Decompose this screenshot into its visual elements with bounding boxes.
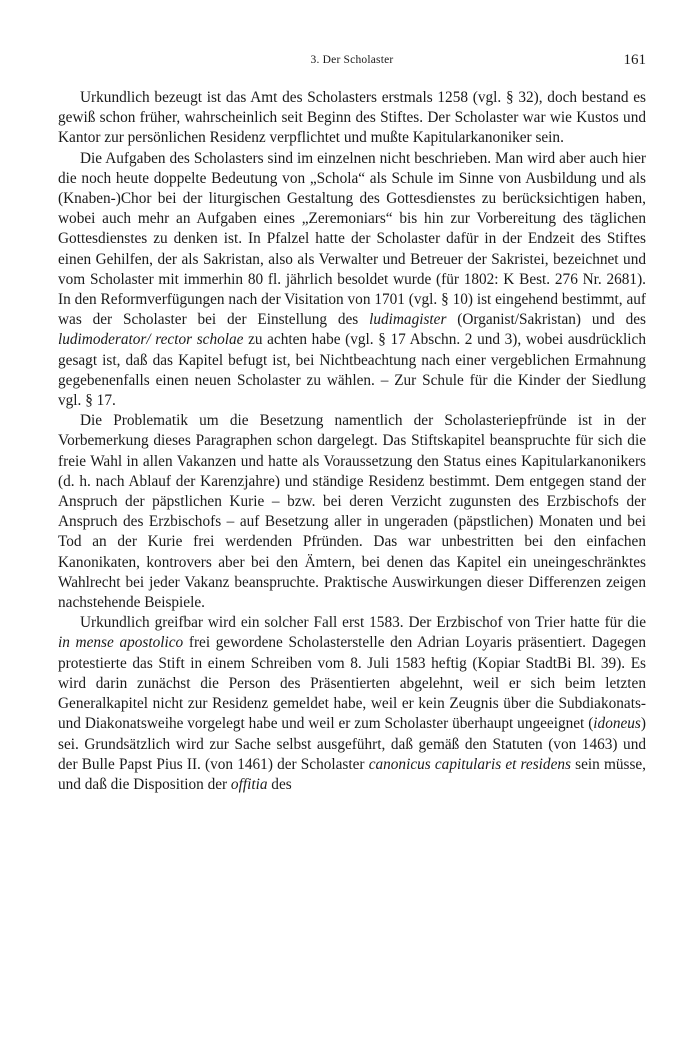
page-number: 161 (623, 52, 646, 68)
paragraph-scholaster-office (58, 88, 646, 149)
text-segment: frei gewordene Scholasterstelle den Adrian Loyaris präsentiert. Dagegen protestierte das Stift in einem Schreiben vom 8. Juli 1583 heftig (Kopiar StadtBi Bl. 39). Es wird darin zunächst die Person des Präsentierten abgelehnt, weil er sich beim letzten Generalkapitel nicht zur Residenz gemeldet habe, weil er kein Zeugnis über die Subdiakonats- und Diakonatsweihe vorgelegt habe und weil er zum Scholaster überhaupt ungeeignet ( (58, 634, 646, 733)
body-text (58, 88, 646, 795)
text-segment: (Organist/Sakristan) und des (446, 311, 646, 329)
text-segment: Die Aufgaben des Scholasters sind im einzelnen nicht beschrieben. Man wird aber auch hier die noch heute doppelte Bedeutung von „Schola“ als Schule im Sinne von Ausbildung und als (Knaben-)Chor bei der liturgischen Gestaltung des Gottesdienstes zu berücksichtigen haben, wobei auch mehr an Aufgaben eines „Zeremoniars“ bis hin zur Vorbereitung des täglichen Gottesdienstes zu denken ist. In Pfalzel hatte der Scholaster dafür in der Endzeit des Stiftes einen Gehilfen, der als Sakristan, also als Verwalter und Betreuer der Sakristei, bezeichnet und vom Scholaster mit immerhin 80 fl. jährlich besoldet wurde (für 1802: K Best. 276 Nr. 2681). In den Reformverfügungen nach der Visitation von 1701 (vgl. § 10) ist eingehend bestimmt, auf was der Scholaster bei der Einstellung des (58, 149, 646, 329)
latin-term: ludimoderator/ rector scholae (58, 331, 244, 349)
latin-term: idoneus (593, 715, 641, 733)
text-segment: zu achten habe (vgl. § 17 Abschn. 2 und 3), wobei ausdrücklich gesagt ist, daß das Kapitel befugt ist, bei Nichtbeachtung nach einer vergeblichen Ermahnung gegebenenfalls einen neuen Scholaster zu wählen. – Zur Schule für die Kinder der Siedlung vgl. § 17. (58, 331, 646, 410)
text-segment: Urkundlich bezeugt ist das Amt des Scholasters erstmals 1258 (vgl. § 32), doch bestand es gewiß schon früher, wahrscheinlich seit Beginn des Stiftes. Der Scholaster war wie Kustos und Kantor zur persönlichen Residenz verpflichtet und mußte Kapitularkanoniker sein. (58, 89, 646, 147)
latin-term: offitia (230, 775, 268, 793)
paragraph-case-1583 (58, 613, 646, 795)
text-segment: Urkundlich greifbar wird ein solcher Fall erst 1583. Der Erzbischof von Trier hatte für die (80, 614, 646, 632)
latin-term: canonicus capitularis et residens (368, 755, 571, 773)
latin-term: in mense apostolico (58, 634, 184, 652)
text-segment: Die Problematik um die Besetzung namentlich der Scholasteriepfründe ist in der Vorbemerkung dieses Paragraphen schon dargelegt. Das Stiftskapitel beanspruchte für sich die freie Wahl in allen Vakanzen und hatte als Voraussetzung den Status eines Kapitularkanonikers (d. h. nach Ablauf der Karenzjahre) und ständige Residenz bestimmt. Dem entgegen stand der Anspruch der päpstlichen Kurie – bzw. bei deren Verzicht zugunsten des Erzbischofs der Anspruch des Erzbischofs – auf Besetzung aller in ungeraden (päpstlichen) Monaten und bei Tod an der Kurie frei werdenden Pfründen. Das war unbestritten bei den einfachen Kanonikaten, kontrovers aber bei den Ämtern, bei denen das Kapitel ein uneingeschränktes Wahlrecht bei jeder Vakanz beanspruchte. Praktische Auswirkungen dieser Differenzen zeigen nachstehende Beispiele. (58, 412, 646, 612)
running-head: 3. Der Scholaster (310, 54, 394, 66)
page-header (58, 52, 646, 72)
text-segment: sein müsse, und daß die Disposition der (58, 755, 647, 793)
paragraph-scholaster-tasks (58, 149, 646, 412)
text-segment: ) sei. Grundsätzlich wird zur Sache selbst ausgeführt, daß gemäß den Statuten (von 1463) und der Bulle Papst Pius II. (von 1461) der Scholaster (58, 715, 646, 773)
latin-term: ludimagister (369, 311, 447, 329)
text-segment: des (267, 775, 292, 793)
paragraph-appointment-problem (58, 411, 646, 613)
